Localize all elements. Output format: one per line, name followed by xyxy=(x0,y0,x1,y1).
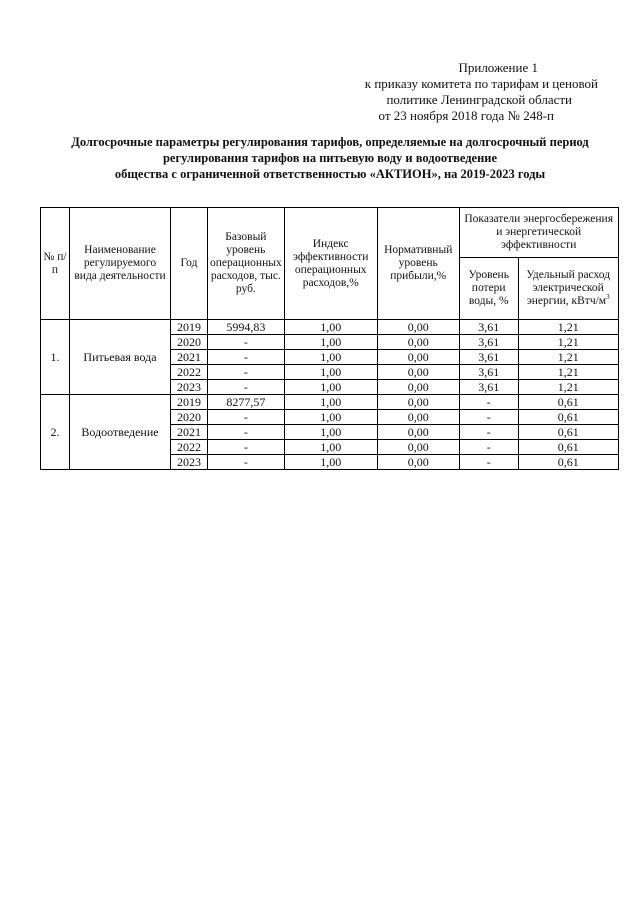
header-energy-consumption-label: Удельный расход электрической энергии, кВтч/м xyxy=(526,269,611,307)
cell-efficiency-index: 1,00 xyxy=(284,350,377,365)
cell-efficiency-index: 1,00 xyxy=(284,440,377,455)
appendix-line: политике Ленинградской области xyxy=(386,92,572,107)
cell-water-loss: 3,61 xyxy=(459,365,518,380)
title-line: Долгосрочные параметры регулирования тарифов, определяемые на долгосрочный период xyxy=(71,135,589,149)
cell-year: 2020 xyxy=(171,335,208,350)
appendix-line: к приказу комитета по тарифам и ценовой xyxy=(364,76,598,91)
cell-num: 1. xyxy=(41,320,70,395)
cell-base-costs: - xyxy=(208,365,285,380)
cell-energy-consumption: 1,21 xyxy=(518,365,618,380)
cell-base-costs: - xyxy=(208,425,285,440)
table-row xyxy=(41,395,619,410)
cell-efficiency-index: 1,00 xyxy=(284,455,377,470)
cell-profit-level: 0,00 xyxy=(377,410,459,425)
cell-profit-level: 0,00 xyxy=(377,335,459,350)
cell-profit-level: 0,00 xyxy=(377,440,459,455)
cell-energy-consumption: 0,61 xyxy=(518,410,618,425)
cell-energy-consumption: 1,21 xyxy=(518,380,618,395)
cell-year: 2020 xyxy=(171,410,208,425)
cell-efficiency-index: 1,00 xyxy=(284,380,377,395)
cell-water-loss: - xyxy=(459,410,518,425)
cell-profit-level: 0,00 xyxy=(377,395,459,410)
cell-energy-consumption: 1,21 xyxy=(518,320,618,335)
header-base-costs: Базовый уровень операционных расходов, тыс. руб. xyxy=(208,208,285,320)
cell-water-loss: 3,61 xyxy=(459,320,518,335)
cell-water-loss: 3,61 xyxy=(459,335,518,350)
header-energy-group: Показатели энергосбережения и энергетической эффективности xyxy=(459,208,618,258)
appendix-line: от 23 ноября 2018 года № 248-п xyxy=(378,108,554,123)
header-water-loss: Уровень потери воды, % xyxy=(459,258,518,320)
cell-base-costs: - xyxy=(208,335,285,350)
appendix-header xyxy=(298,60,598,124)
cell-year: 2023 xyxy=(171,455,208,470)
header-year: Год xyxy=(171,208,208,320)
document-title xyxy=(40,134,620,182)
title-line: регулирования тарифов на питьевую воду и водоотведение xyxy=(162,151,498,165)
cell-base-costs: - xyxy=(208,350,285,365)
cell-profit-level: 0,00 xyxy=(377,455,459,470)
cell-year: 2019 xyxy=(171,320,208,335)
cell-activity: Водоотведение xyxy=(70,395,171,470)
cell-base-costs: 8277,57 xyxy=(208,395,285,410)
cell-water-loss: - xyxy=(459,395,518,410)
header-energy-consumption xyxy=(518,258,618,320)
cell-year: 2021 xyxy=(171,350,208,365)
cell-energy-consumption: 0,61 xyxy=(518,440,618,455)
parameters-table xyxy=(40,207,619,470)
table-body xyxy=(41,320,619,470)
cell-year: 2022 xyxy=(171,365,208,380)
cell-base-costs: - xyxy=(208,455,285,470)
cell-base-costs: - xyxy=(208,410,285,425)
cell-num: 2. xyxy=(41,395,70,470)
cell-energy-consumption: 1,21 xyxy=(518,335,618,350)
cell-year: 2023 xyxy=(171,380,208,395)
cell-profit-level: 0,00 xyxy=(377,380,459,395)
cell-water-loss: 3,61 xyxy=(459,350,518,365)
appendix-line: Приложение 1 xyxy=(458,60,538,75)
cell-water-loss: - xyxy=(459,425,518,440)
cell-base-costs: 5994,83 xyxy=(208,320,285,335)
cell-year: 2019 xyxy=(171,395,208,410)
cell-base-costs: - xyxy=(208,380,285,395)
cell-water-loss: - xyxy=(459,440,518,455)
cell-year: 2021 xyxy=(171,425,208,440)
header-profit-level: Нормативный уровень прибыли,% xyxy=(377,208,459,320)
cell-energy-consumption: 1,21 xyxy=(518,350,618,365)
unit-superscript: 3 xyxy=(606,293,610,302)
cell-efficiency-index: 1,00 xyxy=(284,410,377,425)
cell-energy-consumption: 0,61 xyxy=(518,455,618,470)
cell-year: 2022 xyxy=(171,440,208,455)
cell-activity: Питьевая вода xyxy=(70,320,171,395)
cell-profit-level: 0,00 xyxy=(377,320,459,335)
cell-efficiency-index: 1,00 xyxy=(284,395,377,410)
cell-efficiency-index: 1,00 xyxy=(284,425,377,440)
cell-profit-level: 0,00 xyxy=(377,350,459,365)
header-activity: Наименование регулируемого вида деятельности xyxy=(70,208,171,320)
cell-profit-level: 0,00 xyxy=(377,425,459,440)
header-num: № п/п xyxy=(41,208,70,320)
cell-water-loss: - xyxy=(459,455,518,470)
table-row xyxy=(41,320,619,335)
cell-water-loss: 3,61 xyxy=(459,380,518,395)
cell-energy-consumption: 0,61 xyxy=(518,425,618,440)
cell-profit-level: 0,00 xyxy=(377,365,459,380)
cell-energy-consumption: 0,61 xyxy=(518,395,618,410)
cell-efficiency-index: 1,00 xyxy=(284,335,377,350)
cell-base-costs: - xyxy=(208,440,285,455)
header-efficiency-index: Индекс эффективности операционных расходов,% xyxy=(284,208,377,320)
title-line: общества с ограниченной ответственностью «АКТИОН», на 2019-2023 годы xyxy=(114,167,546,181)
cell-efficiency-index: 1,00 xyxy=(284,320,377,335)
cell-efficiency-index: 1,00 xyxy=(284,365,377,380)
